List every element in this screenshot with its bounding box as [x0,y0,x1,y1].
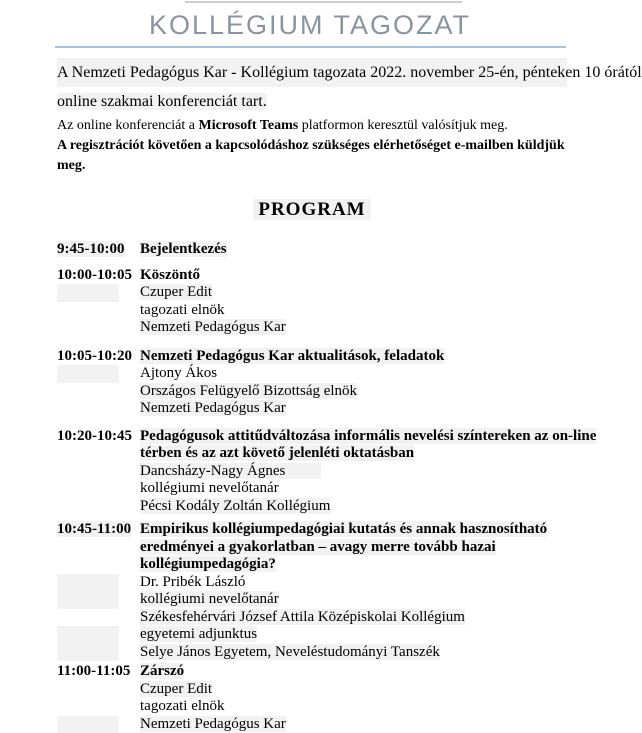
schedule-line [57,663,567,681]
time-cell-spacer [57,698,140,716]
session-detail: Nemzeti Pedagógus Kar [140,716,567,733]
schedule-line [57,609,567,627]
time-cell: 10:00-10:05 [57,267,140,285]
schedule-line [57,644,567,662]
schedule [57,241,567,733]
session-detail: Dr. Pribék László [140,574,567,592]
session-detail: Nemzeti Pedagógus Kar [140,319,567,337]
schedule-line [57,267,567,285]
time-cell-spacer [57,480,140,498]
schedule-line [57,319,567,337]
time-cell-spacer [57,681,140,699]
time-cell-spacer [57,463,140,481]
time-cell-spacer [57,574,140,592]
time-cell: 11:00-11:05 [57,663,140,681]
platform-name: Microsoft Teams [199,118,299,133]
intro-line: online szakmai konferenciát tart. [57,87,567,116]
schedule-line [57,521,567,539]
session-detail: Pécsi Kodály Zoltán Kollégium [140,498,567,516]
session-title: Zárszó [140,663,567,681]
schedule-line [57,539,567,557]
session-title: kollégiumpedagógia? [140,556,567,574]
schedule-line [57,241,567,259]
session-detail: Selye János Egyetem, Neveléstudományi Tanszék [140,644,567,662]
schedule-row [57,663,567,733]
time-cell: 9:45-10:00 [57,241,140,259]
schedule-row [57,348,567,418]
time-cell-spacer [57,445,140,463]
schedule-line [57,574,567,592]
page-title: KOLLÉGIUM TAGOZAT [0,10,620,41]
schedule-line [57,498,567,516]
schedule-line [57,681,567,699]
title-underline [55,46,566,48]
document-body [57,58,567,733]
top-divider [185,1,462,3]
time-cell-spacer [57,626,140,644]
schedule-line [57,383,567,401]
session-detail: Országos Felügyelő Bizottság elnök [140,383,567,401]
time-cell-spacer [57,302,140,320]
schedule-row [57,521,567,661]
session-detail: kollégiumi nevelőtanár [140,480,567,498]
session-detail: tagozati elnök [140,698,567,716]
schedule-line [57,480,567,498]
schedule-line [57,284,567,302]
time-cell-spacer [57,556,140,574]
time-cell-spacer [57,644,140,662]
time-cell: 10:45-11:00 [57,521,140,539]
time-cell-spacer [57,400,140,418]
schedule-row [57,267,567,337]
session-detail: Ajtony Ákos [140,365,567,383]
session-detail: tagozati elnök [140,302,567,320]
session-title: térben és az azt követő jelenléti oktatásban [140,445,567,463]
time-cell: 10:20-10:45 [57,428,140,446]
intro-paragraph [57,58,567,116]
schedule-row [57,428,567,516]
schedule-line [57,698,567,716]
schedule-line [57,348,567,366]
session-title: Pedagógusok attitűdváltozása informális nevelési színtereken az on-line [140,428,596,446]
schedule-line [57,591,567,609]
schedule-line [57,556,567,574]
intro-line: A Nemzeti Pedagógus Kar - Kollégium tagozata 2022. november 25-én, pénteken 10 órától [57,58,567,87]
session-detail: Székesfehérvári József Attila Középiskolai Kollégium [140,609,567,627]
session-title: Empirikus kollégiumpedagógiai kutatás és annak hasznosítható [140,521,567,539]
program-heading: PROGRAM [57,200,567,219]
session-title: Nemzeti Pedagógus Kar aktualitások, feladatok [140,348,567,366]
session-title: Bejelentkezés [140,241,567,259]
schedule-row [57,241,567,259]
time-cell-spacer [57,498,140,516]
time-cell-spacer [57,609,140,627]
time-cell-spacer [57,539,140,557]
time-cell: 10:05-10:20 [57,348,140,366]
session-detail: kollégiumi nevelőtanár [140,591,567,609]
session-title: Köszöntő [140,267,567,285]
session-detail: Dancsházy-Nagy Ágnes [140,463,567,481]
time-cell-spacer [57,284,140,302]
schedule-line [57,365,567,383]
schedule-line [57,716,567,733]
session-detail: Czuper Edit [140,681,567,699]
session-detail: Nemzeti Pedagógus Kar [140,400,567,418]
session-title: eredményei a gyakorlatban – avagy merre tovább hazai [140,539,567,557]
schedule-line [57,400,567,418]
session-detail: egyetemi adjunktus [140,626,567,644]
time-cell-spacer [57,591,140,609]
schedule-line [57,302,567,320]
schedule-line [57,428,567,446]
time-cell-spacer [57,319,140,337]
time-cell-spacer [57,716,140,733]
schedule-line [57,626,567,644]
schedule-line [57,463,567,481]
platform-paragraph: Az online konferenciát a Microsoft Teams platformon keresztül valósítjuk meg. [57,116,567,136]
registration-paragraph: A regisztrációt követően a kapcsolódáshoz szükséges elérhetőséget e-mailben küldjük meg. [57,136,567,176]
time-cell-spacer [57,365,140,383]
schedule-line [57,445,567,463]
session-detail: Czuper Edit [140,284,567,302]
time-cell-spacer [57,383,140,401]
